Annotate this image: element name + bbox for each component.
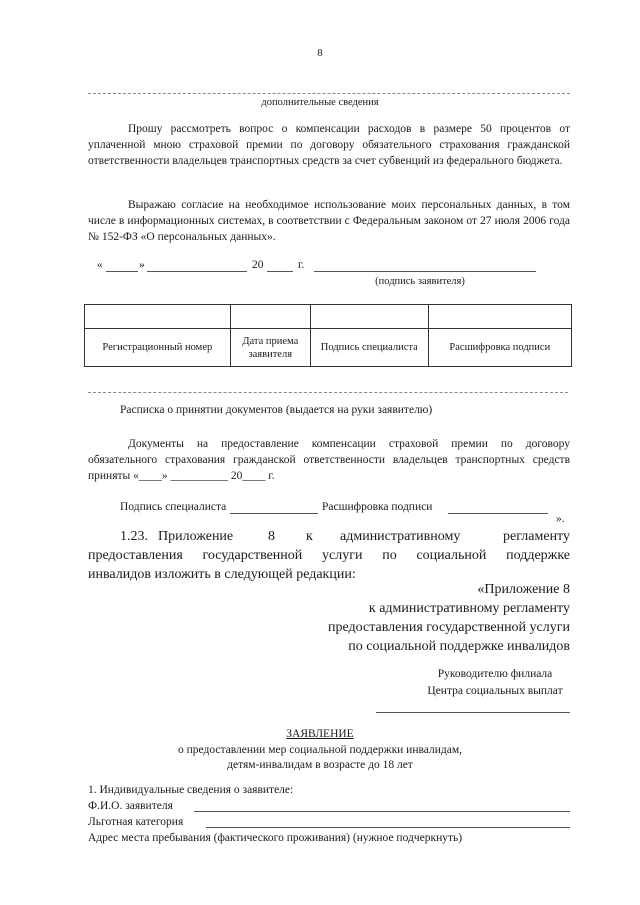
- page-number: 8: [317, 48, 323, 59]
- year-prefix: 20: [252, 259, 264, 271]
- addressee-line-1: Руководителю филиала: [437, 668, 553, 680]
- header-specialist-signature: Подпись специалиста: [310, 329, 428, 367]
- registration-table: [84, 304, 572, 367]
- address-label: Адрес места пребывания (фактического проживания) (нужное подчеркнуть): [88, 832, 463, 844]
- additional-info-caption: дополнительные сведения: [261, 97, 379, 108]
- amendment-number: 1.23.: [120, 529, 148, 544]
- applicant-signature-blank[interactable]: [314, 271, 536, 272]
- amendment-second-line: предоставления государственной услуги по социальной поддержке: [88, 548, 570, 563]
- reg-decode-cell-empty: [428, 305, 571, 329]
- amendment-third-line: инвалидов изложить в следующей редакции:: [88, 567, 356, 582]
- addressee-line-2: Центра социальных выплат: [427, 685, 563, 697]
- statement-title: ЗАЯВЛЕНИЕ: [286, 728, 354, 740]
- amendment-word-to: к: [306, 529, 313, 544]
- category-field[interactable]: [206, 827, 570, 828]
- signature-decode-blank[interactable]: [448, 513, 548, 514]
- month-blank[interactable]: [147, 271, 247, 272]
- specialist-signature-label: Подпись специалиста: [120, 501, 227, 513]
- header-signature-decode: Расшифровка подписи: [428, 329, 571, 367]
- reg-number-cell-empty: [85, 305, 231, 329]
- appendix-line-4: по социальной поддержке инвалидов: [348, 639, 570, 654]
- compensation-request-paragraph: Прошу рассмотреть вопрос о компенсации расходов в размере 50 процентов от уплаченной мною страховой премии по договору обязательного страхования гражданской ответственности владельцев транспортных средств за счет субвенций из федерального бюджета.: [88, 123, 570, 167]
- fio-label: Ф.И.О. заявителя: [88, 800, 173, 812]
- date-close-quote: »: [139, 259, 145, 271]
- receipt-title: Расписка о принятии документов (выдается на руки заявителю): [120, 404, 433, 416]
- cut-line: [88, 392, 568, 393]
- year-suffix: г.: [298, 259, 305, 271]
- receipt-body: Документы на предоставление компенсации страховой премии по договору обязательного страхования гражданской ответственности владельцев транспортных средств приняты «____» __________ 20____ г.: [88, 438, 570, 482]
- signature-decode-label: Расшифровка подписи: [322, 501, 433, 513]
- appendix-line-1: «Приложение 8: [477, 582, 570, 597]
- date-open-quote: «: [97, 259, 103, 271]
- receipt-closing-quote: ».: [556, 513, 565, 525]
- header-acceptance-date: Дата приема заявителя: [230, 329, 310, 367]
- addressee-blank[interactable]: [376, 712, 570, 713]
- category-label: Льготная категория: [88, 816, 184, 828]
- day-blank[interactable]: [106, 271, 138, 272]
- reg-signature-cell-empty: [310, 305, 428, 329]
- applicant-signature-caption: (подпись заявителя): [375, 276, 465, 287]
- statement-subtitle-2: детям-инвалидам в возрасте до 18 лет: [227, 759, 413, 771]
- applicant-section-heading: 1. Индивидуальные сведения о заявителе:: [88, 784, 294, 796]
- statement-subtitle-1: о предоставлении мер социальной поддержки инвалидам,: [178, 744, 462, 756]
- amendment-word-regulation: регламенту: [503, 529, 570, 544]
- header-registration-number: Регистрационный номер: [85, 329, 231, 367]
- reg-date-cell-empty: [230, 305, 310, 329]
- additional-info-line: [88, 93, 570, 94]
- appendix-line-3: предоставления государственной услуги: [328, 620, 570, 635]
- amendment-word-number: 8: [268, 529, 275, 544]
- fio-field[interactable]: [194, 811, 570, 812]
- amendment-word-appendix: Приложение: [158, 529, 234, 544]
- amendment-word-administrative: административному: [340, 529, 461, 544]
- personal-data-consent-paragraph: Выражаю согласие на необходимое использование моих персональных данных, в том числе в информационных системах, в соответствии с Федеральным законом от 27 июля 2006 года № 152-ФЗ «О персональных данных».: [88, 199, 570, 243]
- appendix-line-2: к административному регламенту: [368, 601, 570, 616]
- specialist-signature-blank[interactable]: [230, 513, 318, 514]
- year-blank[interactable]: [267, 271, 293, 272]
